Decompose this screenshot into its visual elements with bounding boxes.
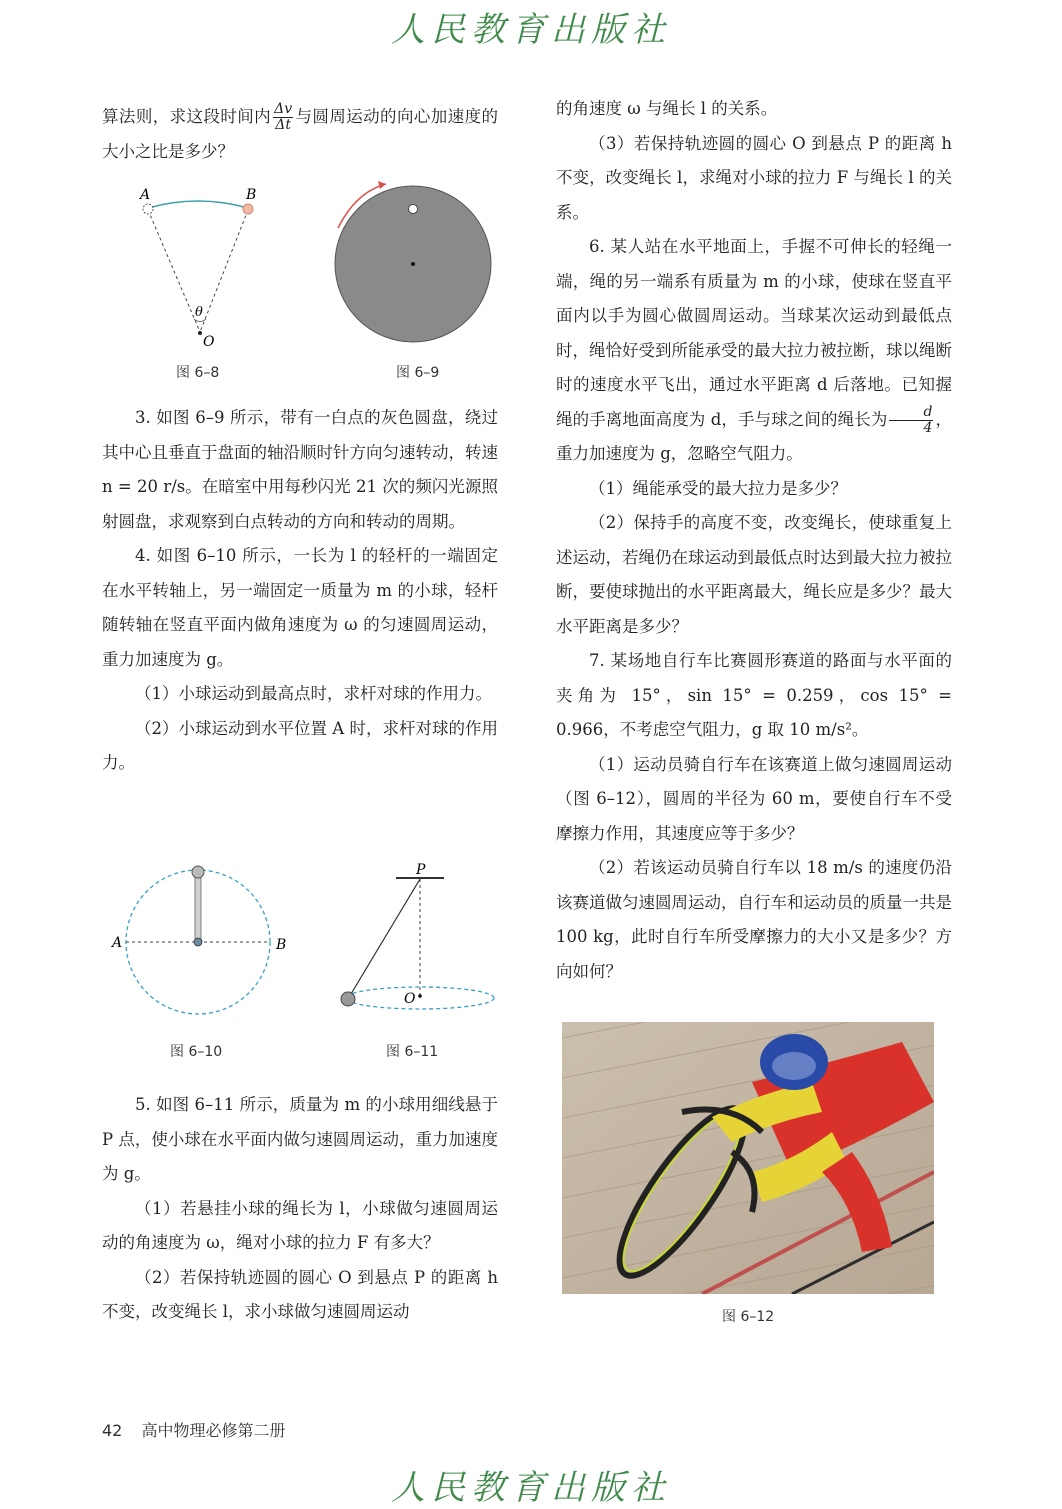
label-b: B: [276, 937, 287, 953]
left-column-middle: [102, 401, 498, 781]
ball: [341, 992, 355, 1006]
label-a: A: [140, 187, 151, 203]
problem-3: 3. 如图 6–9 所示，带有一白点的灰色圆盘，绕过其中心且垂直于盘面的轴沿顺时针方向匀速转动，转速 n = 20 r/s。在暗室中用每秒闪光 21 次的频闪光源照射圆盘，求观察到白点转动的方向和转动的周期。: [102, 408, 498, 531]
problem-7: 7. 某场地自行车比赛圆形赛道的路面与水平面的夹角为 15°，sin 15° = 0.259，cos 15° = 0.966，不考虑空气阻力，g 取 10 m/s²。: [556, 651, 952, 739]
problem-6-part-2: （2）保持手的高度不变，改变绳长，使球重复上述运动，若绳仍在球运动到最低点时达到最大拉力被拉断，要使球抛出的水平距离最大，绳长应是多少？最大水平距离是多少？: [556, 513, 952, 636]
arc-ab: [148, 201, 248, 208]
text-span: 6. 某人站在水平地面上，手握不可伸长的轻绳一端，绳的另一端系有质量为 m 的小球，使球在竖直平面内以手为圆心做圆周运动。当球某次运动到最低点时，绳恰好受到所能承受的最大拉力被拉断，球以绳断时的速度水平飞出，通过水平距离 d 后落地。已知握绳的手离地面高度为 d，手与球之间的绳长为: [556, 237, 952, 429]
text-span: 与圆周运动的向心加速度的大小之比是多少？: [102, 107, 499, 161]
arrow-head: [378, 181, 386, 189]
left-column-bottom: [102, 1088, 498, 1330]
problem-5-part-2-tail: 的角速度 ω 与绳长 l 的关系。: [556, 99, 778, 118]
page-number: 42: [102, 1421, 123, 1440]
publisher-footer: 人民教育出版社: [391, 1468, 671, 1508]
orbit-ellipse: [346, 987, 494, 1009]
right-column: [556, 92, 952, 989]
figure-6-12-photo: [562, 1022, 934, 1294]
problem-5-part-1: （1）若悬挂小球的绳长为 l，小球做匀速圆周运动的角速度为 ω，绳对小球的拉力 F 有多大？: [102, 1198, 498, 1252]
label-theta: θ: [195, 305, 203, 320]
book-title: 高中物理必修第二册: [141, 1421, 286, 1440]
frac-numerator: Δv: [274, 101, 293, 117]
radius-oa: [148, 210, 200, 332]
problem-6-part-1: （1）绳能承受的最大拉力是多少？: [589, 478, 847, 498]
white-dot: [409, 205, 418, 214]
text-span: 算法则，求这段时间内: [102, 107, 272, 126]
caption-fig-6-12: 图 6–12: [722, 1309, 775, 1325]
frac-denominator: Δt: [275, 117, 291, 133]
figure-6-10: [108, 860, 294, 1020]
publisher-header: 人民教育出版社: [391, 10, 671, 50]
caption-fig-6-11: 图 6–11: [386, 1044, 439, 1060]
frac-numerator: d: [889, 405, 933, 421]
problem-5: 5. 如图 6–11 所示，质量为 m 的小球用细线悬于 P 点，使小球在水平面内做匀速圆周运动，重力加速度为 g。: [102, 1095, 498, 1183]
center-o: [418, 994, 422, 998]
problem-4-part-2: （2）小球运动到水平位置 A 时，求杆对球的作用力。: [102, 718, 498, 772]
radius-ob: [200, 210, 248, 332]
caption-fig-6-9: 图 6–9: [396, 365, 440, 381]
problem-4-part-1: （1）小球运动到最高点时，求杆对球的作用力。: [135, 684, 492, 703]
axle: [194, 938, 202, 946]
label-a: A: [112, 935, 123, 951]
center-dot: [411, 262, 415, 266]
label-o: O: [203, 334, 215, 350]
text-span: ，重力加速度为 g，忽略空气阻力。: [556, 409, 953, 463]
fraction-d-4: [889, 405, 933, 436]
problem-5-part-3: （3）若保持轨迹圆的圆心 O 到悬点 P 的距离 h 不变，改变绳长 l，求绳对小球的拉力 F 与绳长 l 的关系。: [556, 133, 952, 222]
problem-4: 4. 如图 6–10 所示，一长为 l 的轻杆的一端固定在水平转轴上，另一端固定一质量为 m 的小球，轻杆随转轴在竖直平面内做角速度为 ω 的匀速圆周运动，重力加速度为 g。: [102, 546, 498, 669]
fraction-dv-dt: [273, 102, 293, 133]
page-footer: [102, 1418, 285, 1441]
caption-fig-6-10: 图 6–10: [170, 1044, 223, 1060]
frac-denominator: 4: [923, 419, 933, 436]
problem-7-part-1: （1）运动员骑自行车在该赛道上做匀速圆周运动（图 6–12），圆周的半径为 60 m，要使自行车不受摩擦力作用，其速度应等于多少？: [556, 754, 952, 843]
problem-7-part-2: （2）若该运动员骑自行车以 18 m/s 的速度仍沿该赛道做匀速圆周运动，自行车和运动员的质量一共是 100 kg，此时自行车所受摩擦力的大小又是多少？方向如何？: [556, 858, 952, 981]
caption-fig-6-8: 图 6–8: [176, 365, 220, 381]
ball: [192, 866, 204, 878]
left-column-top: [102, 100, 498, 169]
string: [348, 879, 420, 999]
problem-2-tail: [102, 100, 498, 169]
label-p: P: [416, 862, 426, 878]
point-a-marker: [143, 204, 153, 214]
cyclist-illustration: [562, 1022, 934, 1294]
label-o: O: [404, 991, 416, 1007]
problem-6: [556, 230, 952, 472]
figure-6-8: [130, 182, 270, 352]
problem-5-part-2: （2）若保持轨迹圆的圆心 O 到悬点 P 的距离 h 不变，改变绳长 l，求小球做匀速圆周运动: [102, 1267, 498, 1321]
light-rod: [195, 872, 201, 942]
figure-6-9: [330, 180, 500, 350]
figure-6-11: [330, 856, 500, 1016]
point-b-marker: [243, 204, 253, 214]
label-b: B: [246, 187, 257, 203]
point-o-marker: [198, 331, 202, 335]
